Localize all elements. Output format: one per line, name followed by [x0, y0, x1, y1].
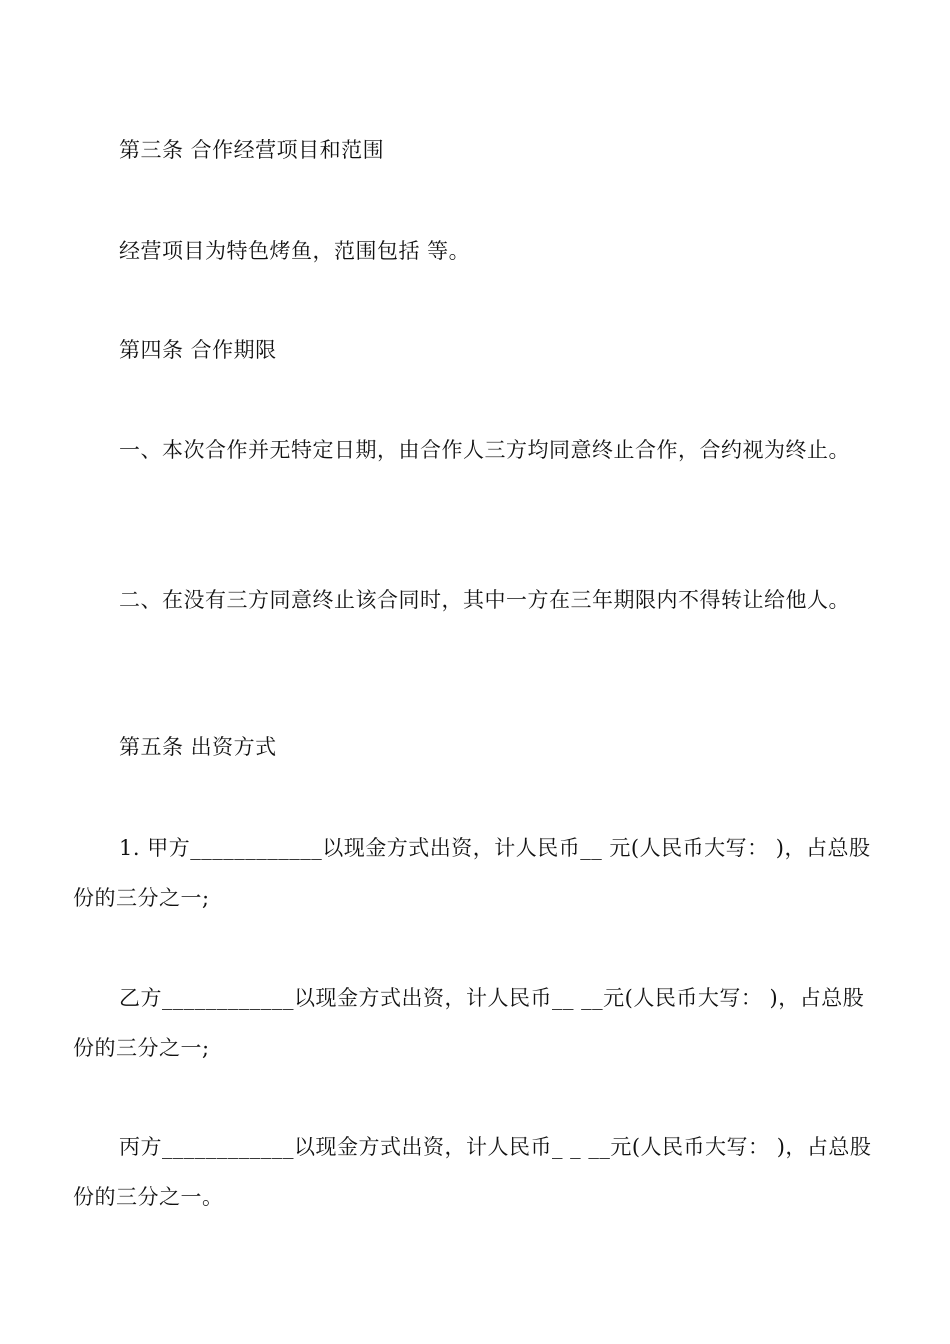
article-5-heading: 第五条 出资方式	[119, 735, 277, 759]
article-3-body: 经营项目为特色烤鱼，范围包括 等。	[119, 239, 471, 263]
article-3-heading: 第三条 合作经营项目和范围	[119, 138, 385, 162]
article-4-heading: 第四条 合作期限	[119, 338, 277, 362]
article-5-party-c: 丙方____________以现金方式出资，计人民币_ _ __元(人民币大写： )，占总股份的三分之一。	[73, 1135, 872, 1209]
article-4-clause-2: 二、在没有三方同意终止该合同时，其中一方在三年期限内不得转让给他人。	[119, 588, 850, 612]
article-4-clause-1: 一、本次合作并无特定日期，由合作人三方均同意终止合作，合约视为终止。	[119, 438, 850, 462]
article-5-party-b: 乙方____________以现金方式出资，计人民币__ __元(人民币大写： )，占总股份的三分之一;	[73, 986, 865, 1060]
article-5-party-a: 1. 甲方____________以现金方式出资，计人民币__ 元(人民币大写： )，占总股份的三分之一;	[73, 836, 871, 910]
